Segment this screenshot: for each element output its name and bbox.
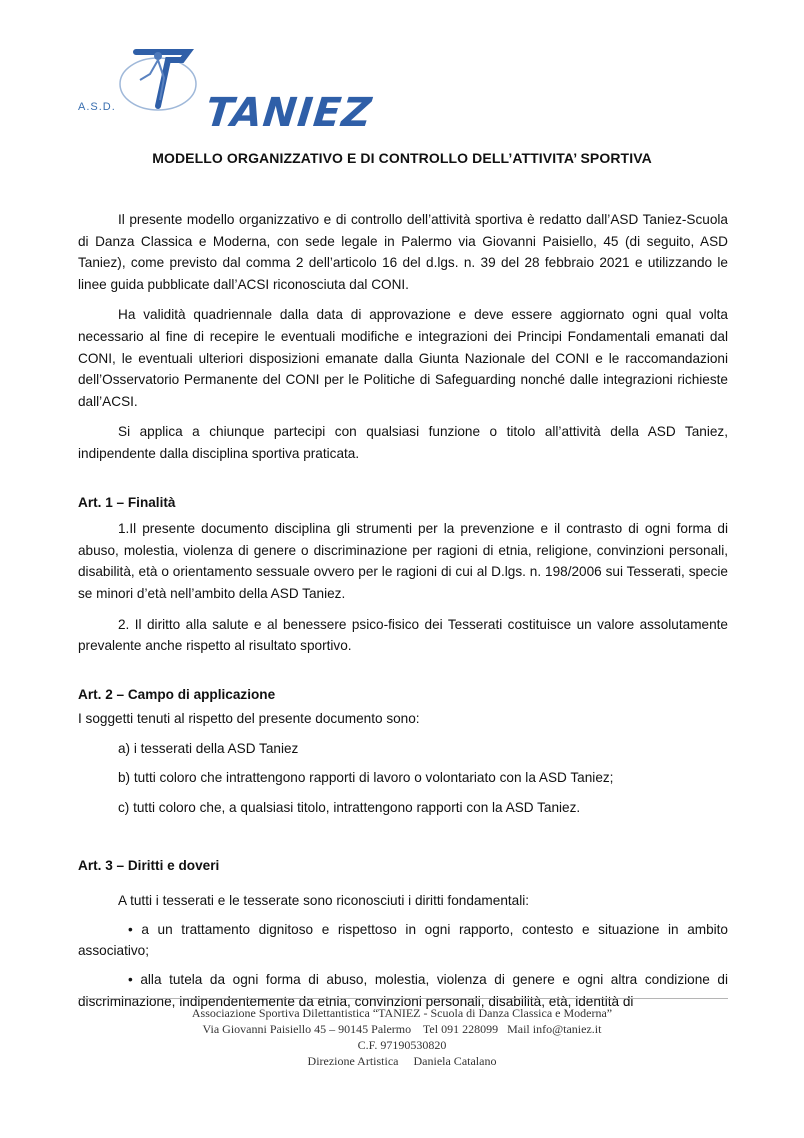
footer-line-1: Associazione Sportiva Dilettantistica “TANIEZ - Scuola di Danza Classica e Moderna” [191,1006,613,1020]
intro-paragraph-3: Si applica a chiunque partecipi con qualsiasi funzione o titolo all’attività della ASD Taniez, indipendente dalla disciplina sportiva praticata. [78,424,728,461]
art3-heading: Art. 3 – Diritti e doveri [78,857,220,873]
art1-paragraph-2: 2. Il diritto alla salute e al benessere psico-fisico dei Tesserati costituisce un valore assolutamente prevalente anche rispetto al risultato sportivo. [78,616,728,654]
footer-divider [78,998,728,999]
footer [0,1005,804,1069]
art1-heading: Art. 1 – Finalità [78,494,176,510]
logo-wordmark: TANIEZ [203,90,375,136]
art1-paragraph-1: 1.Il presente documento disciplina gli strumenti per la prevenzione e il contrasto di ogni forma di abuso, molestia, violenza di genere o discriminazione per ragioni di etnia, religione, convinzioni personali, disabilità, età o orientamento sessuale ovvero per le ragioni di cui al D.lgs. n. 198/2006 sui Tesserati, specie se minori d’età nell’ambito della ASD Taniez. [78,521,728,601]
art2-item-c: c) tutti coloro che, a qualsiasi titolo, intrattengono rapporti con la ASD Taniez. [118,800,581,816]
logo-prefix: A.S.D. [78,101,116,113]
art2-heading: Art. 2 – Campo di applicazione [78,686,276,702]
art3-bullet-2: • alla tutela da ogni forma di abuso, molestia, violenza di genere e ogni altra condizione di discriminazione, indipendentemente da etnia, convinzioni personali, disabilità, età, identità di [78,972,728,1009]
document-body [78,209,728,1012]
art3-bullet-1: • a un trattamento dignitoso e rispettoso in ogni rapporto, contesto e situazione in ambito associativo; [78,921,728,959]
footer-line-3: C.F. 97190530820 [357,1038,447,1052]
art2-lead: I soggetti tenuti al rispetto del presente documento sono: [78,711,420,727]
footer-line-4: Direzione Artistica Daniela Catalano [307,1054,497,1068]
document-title: MODELLO ORGANIZZATIVO E DI CONTROLLO DELL’ATTIVITA’ SPORTIVA [152,150,652,166]
intro-paragraph-2: Ha validità quadriennale dalla data di approvazione e deve essere aggiornato ogni qual volta necessario al fine di recepire le eventuali modifiche e integrazioni dei Principi Fondamentali emanati dal CONI, le eventuali ulteriori disposizioni emanate dalla Giunta Nazionale del CONI e le raccomandazioni dell’Osservatorio Permanente del CONI per le Politiche di Safeguarding nonché dalle integrazioni richieste dall’ACSI. [78,307,728,409]
intro-paragraph-1: Il presente modello organizzativo e di controllo dell’attività sportiva è redatto dall’ASD Taniez-Scuola di Danza Classica e Moderna, con sede legale in Palermo via Giovanni Paisiello, 45 (di seguito, ASD Taniez), come previsto dal comma 2 dell’articolo 16 del d.lgs. n. 39 del 28 febbraio 2021 e utilizzando le linee guida pubblicate dall’ACSI riconosciuta dal CONI. [78,212,728,292]
art2-item-a: a) i tesserati della ASD Taniez [118,740,299,756]
art2-item-b: b) tutti coloro che intrattengono rapporti di lavoro o volontariato con la ASD Taniez; [118,770,614,786]
footer-line-2: Via Giovanni Paisiello 45 – 90145 Palermo Tel 091 228099 Mail info@taniez.it [202,1022,602,1036]
art3-lead: A tutti i tesserati e le tesserate sono riconosciuti i diritti fondamentali: [118,893,530,909]
